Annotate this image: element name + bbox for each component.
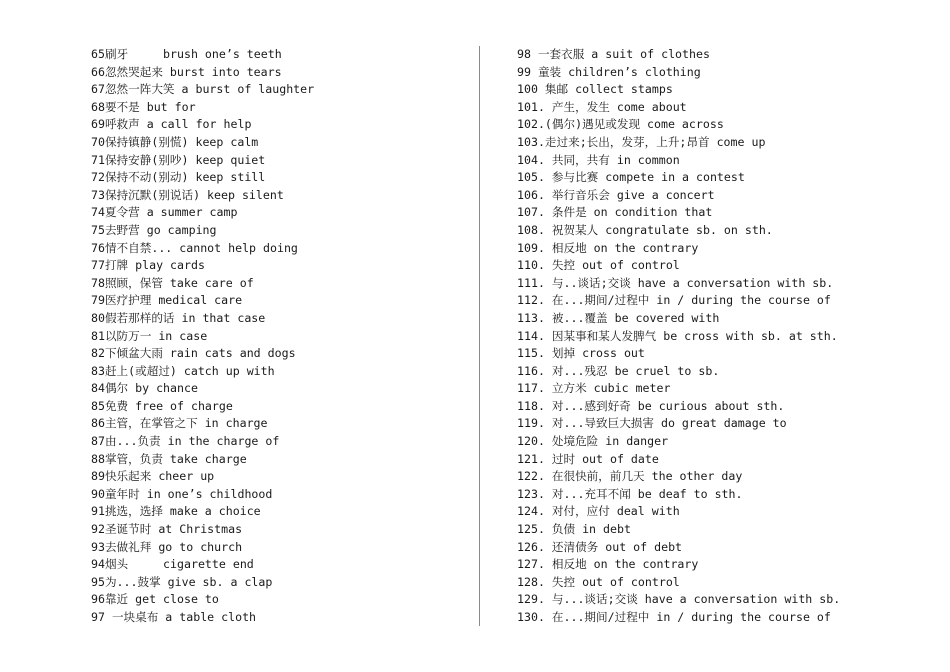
- phrase-entry: 104. 共同，共有 in common: [517, 152, 680, 167]
- phrase-entry: 97 一块桌布 a table cloth: [91, 610, 257, 624]
- phrase-entry: 121. 过时 out of date: [517, 451, 659, 466]
- phrase-entry: 103.走过来;长出，发芽，上升;昂首 come up: [517, 134, 766, 149]
- phrase-entry: 93去做礼拜 go to church: [91, 539, 243, 554]
- phrase-entry: 68要不是 but for: [91, 99, 196, 114]
- phrase-entry: 128. 失控 out of control: [517, 574, 680, 589]
- phrase-entry: 81以防万一 in case: [91, 328, 208, 343]
- phrase-entry: 118. 对...感到好奇 be curious about sth.: [517, 398, 785, 413]
- phrase-entry: 84偶尔 by chance: [91, 381, 198, 396]
- phrase-entry: 98 一套衣服 a suit of clothes: [517, 47, 710, 61]
- right-column: [517, 46, 937, 627]
- phrase-entry: 70保持镇静(别慌) keep calm: [91, 134, 259, 149]
- phrase-entry: 99 童装 children’s clothing: [517, 64, 701, 79]
- phrase-entry: 91挑选，选择 make a choice: [91, 504, 261, 519]
- phrase-entry: 109. 相反地 on the contrary: [517, 240, 699, 255]
- phrase-entry: 77打牌 play cards: [91, 258, 205, 273]
- left-column: [91, 46, 471, 627]
- phrase-entry: 105. 参与比赛 compete in a contest: [517, 170, 745, 185]
- phrase-entry: 96靠近 get close to: [91, 592, 219, 607]
- phrase-entry: 66忽然哭起来 burst into tears: [91, 64, 282, 79]
- phrase-entry: 115. 划掉 cross out: [517, 346, 645, 361]
- phrase-entry: 117. 立方米 cubic meter: [517, 381, 671, 396]
- phrase-entry: 73保持沉默(别说话) keep silent: [91, 187, 284, 202]
- phrase-entry: 72保持不动(别动) keep still: [91, 170, 266, 185]
- phrase-entry: 75去野营 go camping: [91, 222, 217, 237]
- phrase-entry: 89快乐起来 cheer up: [91, 469, 215, 484]
- phrase-entry: 90童年时 in one’s childhood: [91, 486, 273, 501]
- phrase-entry: 124. 对付，应付 deal with: [517, 504, 680, 519]
- phrase-entry: 67忽然一阵大笑 a burst of laughter: [91, 82, 315, 97]
- phrase-entry: 116. 对...残忍 be cruel to sb.: [517, 363, 720, 378]
- phrase-entry: 106. 举行音乐会 give a concert: [517, 187, 715, 202]
- phrase-entry: 125. 负债 in debt: [517, 522, 631, 537]
- column-divider: [479, 46, 480, 626]
- phrase-entry: 80假若那样的话 in that case: [91, 310, 266, 325]
- phrase-entry: 113. 被...覆盖 be covered with: [517, 310, 720, 325]
- phrase-entry: 126. 还清债务 out of debt: [517, 539, 683, 554]
- phrase-entry: 120. 处境危险 in danger: [517, 434, 669, 449]
- phrase-entry: 111. 与..谈话;交谈 have a conversation with sb.: [517, 275, 834, 290]
- phrase-entry: 83赶上(或超过) catch up with: [91, 363, 275, 378]
- phrase-entry: 119. 对...导致巨大损害 do great damage to: [517, 416, 787, 431]
- phrase-entry: 102.(偶尔)遇见或发现 come across: [517, 117, 724, 132]
- phrase-entry: 92圣诞节时 at Christmas: [91, 522, 243, 537]
- phrase-entry: 112. 在...期间/过程中 in / during the course of: [517, 293, 831, 308]
- phrase-entry: 76情不自禁... cannot help doing: [91, 240, 298, 255]
- phrase-entry: 71保持安静(别吵) keep quiet: [91, 152, 266, 167]
- phrase-entry: 100 集邮 collect stamps: [517, 82, 673, 97]
- phrase-entry: 127. 相反地 on the contrary: [517, 557, 699, 572]
- phrase-entry: 101. 产生，发生 come about: [517, 99, 687, 114]
- phrase-entry: 107. 条件是 on condition that: [517, 205, 713, 220]
- phrase-entry: 108. 祝贺某人 congratulate sb. on sth.: [517, 222, 773, 237]
- phrase-entry: 87由...负责 in the charge of: [91, 434, 280, 449]
- phrase-entry: 86主管，在掌管之下 in charge: [91, 416, 268, 431]
- phrase-entry: 123. 对...充耳不闻 be deaf to sth.: [517, 486, 743, 501]
- phrase-entry: 88掌管，负责 take charge: [91, 451, 247, 466]
- phrase-entry: 94烟头 cigarette end: [91, 557, 254, 572]
- phrase-entry: 129. 与...谈话;交谈 have a conversation with sb.: [517, 592, 841, 607]
- phrase-entry: 122. 在很快前，前几天 the other day: [517, 469, 743, 484]
- phrase-entry: 79医疗护理 medical care: [91, 293, 243, 308]
- phrase-entry: 85免费 free of charge: [91, 398, 233, 413]
- phrase-entry: 82下倾盆大雨 rain cats and dogs: [91, 346, 296, 361]
- phrase-entry: 114. 因某事和某人发脾气 be cross with sb. at sth.: [517, 328, 838, 343]
- phrase-entry: 110. 失控 out of control: [517, 258, 680, 273]
- phrase-entry: 78照顾，保管 take care of: [91, 275, 254, 290]
- phrase-entry: 74夏令营 a summer camp: [91, 205, 238, 220]
- phrase-entry: 69呼救声 a call for help: [91, 117, 252, 132]
- phrase-entry: 130. 在...期间/过程中 in / during the course of: [517, 610, 831, 624]
- phrase-entry: 95为...鼓掌 give sb. a clap: [91, 574, 273, 589]
- phrase-entry: 65刷牙 brush one’s teeth: [91, 47, 282, 61]
